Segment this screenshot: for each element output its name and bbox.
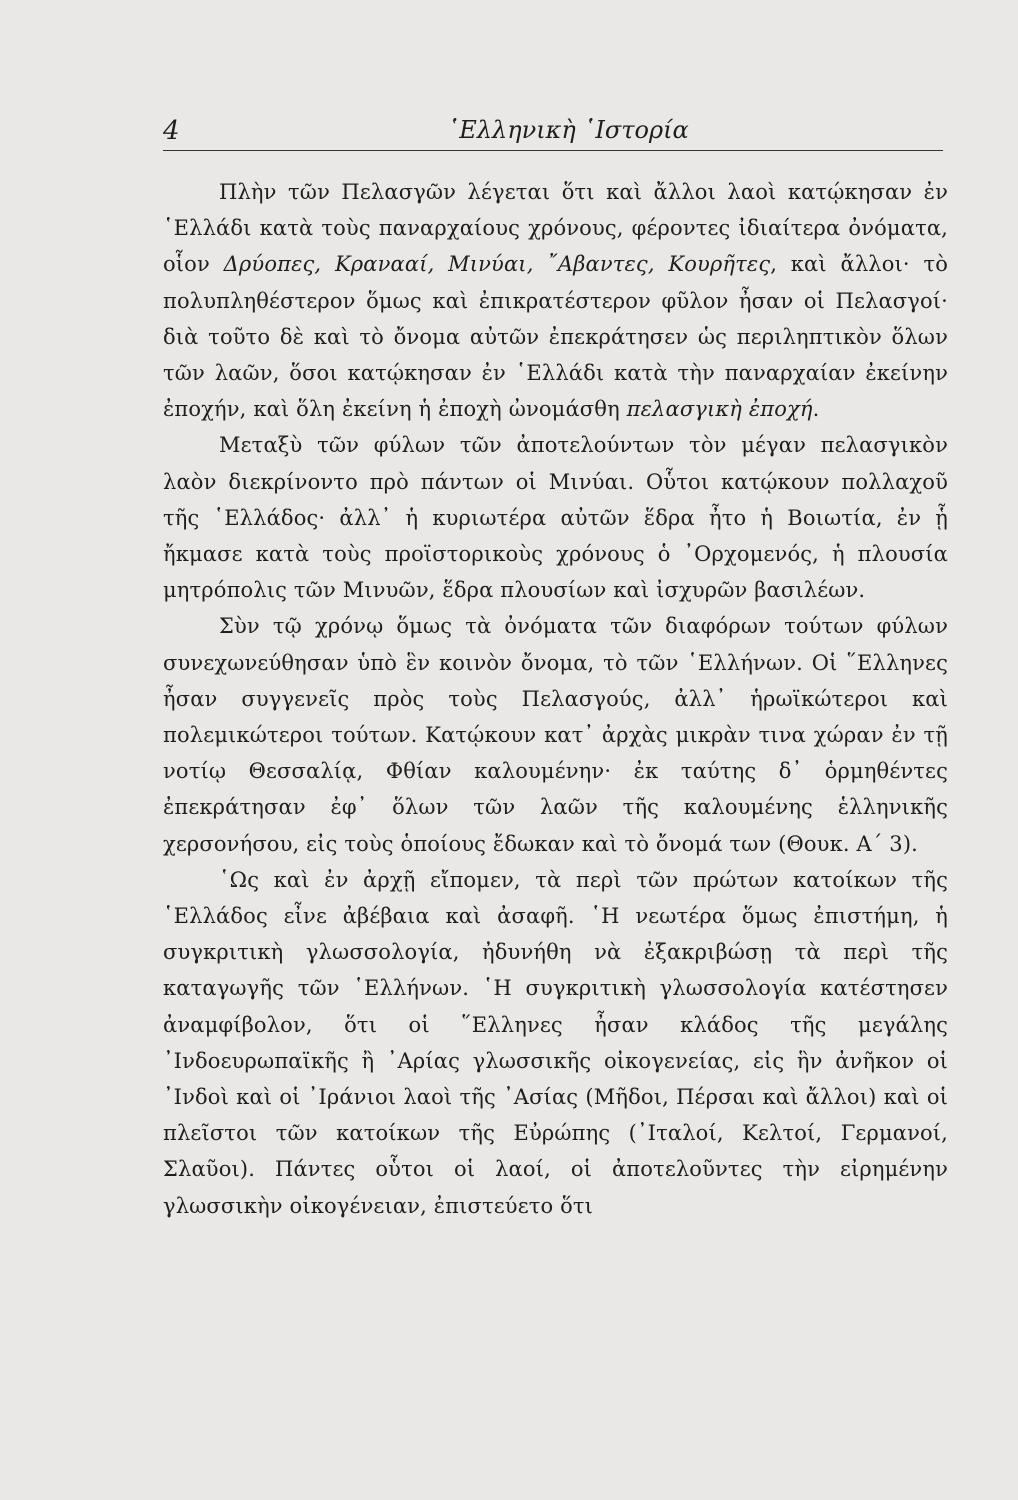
paragraph-1-text-c: . xyxy=(812,397,820,422)
paragraph-4: ῾Ως καὶ ἐν ἀρχῇ εἴπομεν, τὰ περὶ τῶν πρώτων κατοίκων τῆς ῾Ελλάδος εἶνε ἀβέβαια καὶ ἀσαφῆ. ῾Η νεωτέρα ὅμως ἐπιστήμη, ἡ συγκριτικὴ γλωσσολογία, ἠδυνήθη νὰ ἐξακριβώσῃ τὰ περὶ τῆς καταγωγῆς τῶν ῾Ελλήνων. ῾Η συγκριτικὴ γλωσσολογία κατέστησεν ἀναμφίβολον, ὅτι οἱ ῞Ελληνες ἦσαν κλάδος τῆς μεγάλης ᾿Ινδοευρωπαϊκῆς ἢ ᾿Αρίας γλωσσικῆς οἰκογενείας, εἰς ἣν ἀνῆκον οἱ ᾿Ινδοὶ καὶ οἱ ᾿Ιράνιοι λαοὶ τῆς ᾿Ασίας (Μῆδοι, Πέρσαι καὶ ἄλλοι) καὶ οἱ πλεῖστοι τῶν κατοίκων τῆς Εὐρώπης (᾿Ιταλοί, Κελτοί, Γερμανοί, Σλαῦοι). Πάντες οὗτοι οἱ λαοί, οἱ ἀποτελοῦντες τὴν εἰρημένην γλωσσικὴν οἰκογένειαν, ἐπιστεύετο ὅτι xyxy=(163,867,948,1218)
pelasgian-era-term: πελασγικὴ ἐποχή xyxy=(626,397,813,422)
header-rule xyxy=(163,150,943,151)
running-title: ῾Ελληνικὴ ῾Ιστορία xyxy=(447,116,689,144)
paragraph-1-text-a: Πλὴν τῶν Πελασγῶν λέγεται ὅτι καὶ ἄλλοι λαοὶ κατῴκησαν ἐν ῾Ελλάδι κατὰ τοὺς παναρχαίους χρόνους, φέροντες ἰδιαίτερα ὀνόματα, οἷον xyxy=(163,180,948,277)
page-header xyxy=(163,112,943,152)
paragraph-2: Μεταξὺ τῶν φύλων τῶν ἀποτελούντων τὸν μέγαν πελασγικὸν λαὸν διεκρίνοντο πρὸ πάντων οἱ Μινύαι. Οὗτοι κατῴκουν πολλαχοῦ τῆς ῾Ελλάδος· ἀλλ᾽ ἡ κυριωτέρα αὐτῶν ἕδρα ἦτο ἡ Βοιωτία, ἐν ᾗ ἤκμασε κατὰ τοὺς προϊστορικοὺς χρόνους ὁ ᾿Ορχομενός, ἡ πλουσία μητρόπολις τῶν Μινυῶν, ἕδρα πλουσίων καὶ ἰσχυρῶν βασιλέων. xyxy=(163,433,948,603)
tribe-names: Δρύοπες, Κρανααί, Μινύαι, ῎Αβαντες, Κουρῆτες xyxy=(223,252,771,277)
paragraph-1 xyxy=(163,174,948,427)
page-number: 4 xyxy=(163,116,180,146)
paragraph-3: Σὺν τῷ χρόνῳ ὅμως τὰ ὀνόματα τῶν διαφόρων τούτων φύλων συνεχωνεύθησαν ὑπὸ ἓν κοινὸν ὄνομα, τὸ τῶν ῾Ελλήνων. Οἱ ῞Ελληνες ἦσαν συγγενεῖς πρὸς τοὺς Πελασγούς, ἀλλ᾽ ἡρωϊκώτεροι καὶ πολεμικώτεροι τούτων. Κατῴκουν κατ᾽ ἀρχὰς μικρὰν τινα χώραν ἐν τῇ νοτίῳ Θεσσαλίᾳ, Φθίαν καλουμένην· ἐκ ταύτης δ᾽ ὁρμηθέντες ἐπεκράτησαν ἐφ᾽ ὅλων τῶν λαῶν τῆς καλουμένης ἑλληνικῆς χερσονήσου, εἰς τοὺς ὁποίους ἔδωκαν καὶ τὸ ὄνομά των (Θουκ. Α΄ 3). xyxy=(163,614,948,856)
paragraph-1-text-b: , καὶ ἄλλοι· τὸ πολυπληθέστερον ὅμως καὶ ἐπικρατέστερον φῦλον ἦσαν οἱ Πελασγοί· διὰ τοῦτο δὲ καὶ τὸ ὄνομα αὐτῶν ἐπεκράτησεν ὡς περιληπτικὸν ὅλων τῶν λαῶν, ὅσοι κατῴκησαν ἐν ῾Ελλάδι κατὰ τὴν παναρχαίαν ἐκείνην ἐποχήν, καὶ ὅλη ἐκείνη ἡ ἐποχὴ ὠνομάσθη xyxy=(163,252,949,422)
body-text xyxy=(163,174,948,1224)
